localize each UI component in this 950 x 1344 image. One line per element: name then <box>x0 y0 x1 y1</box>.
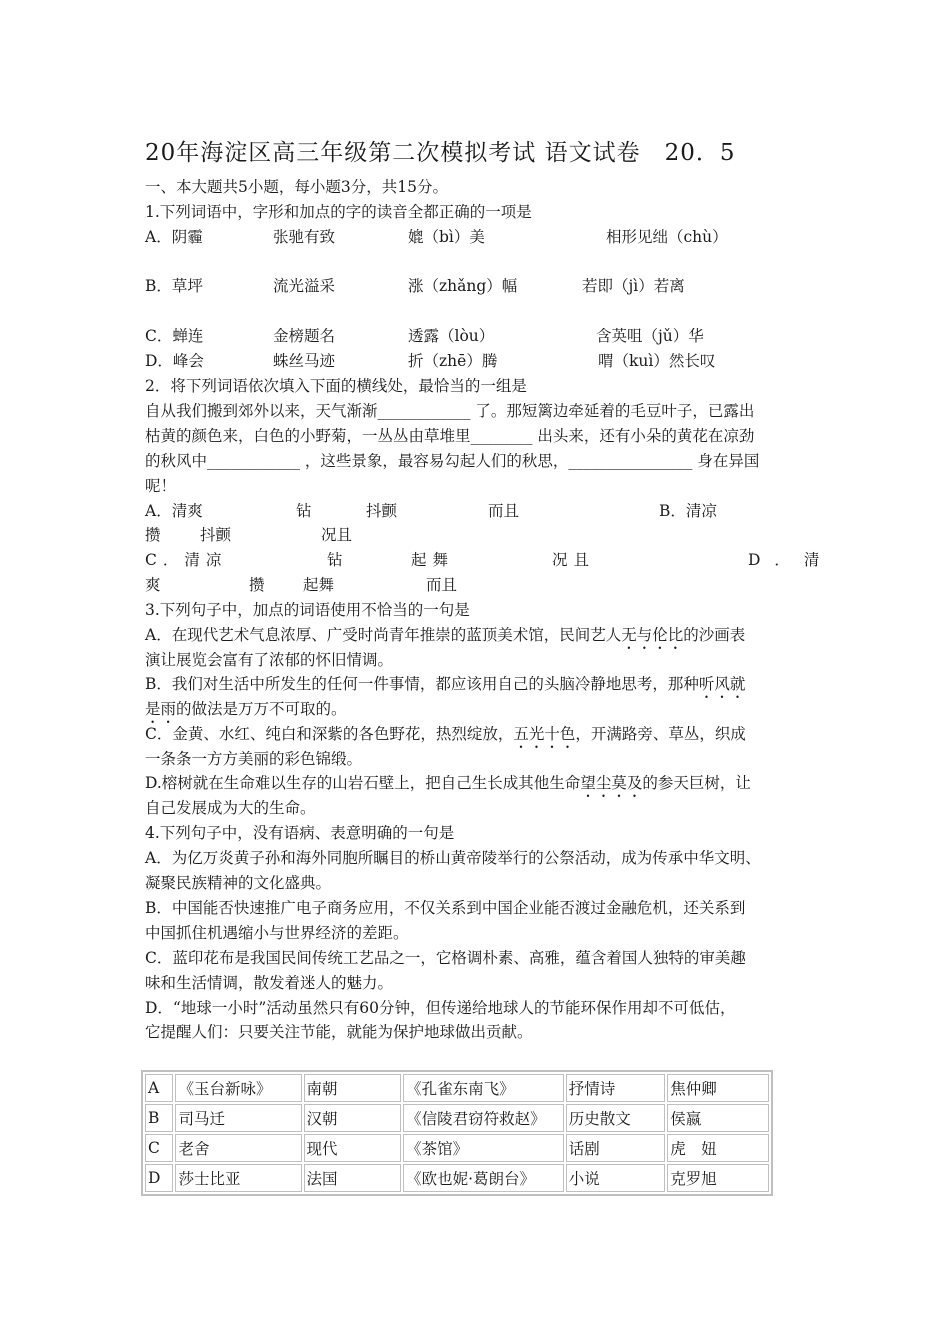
q2-option-d-2: 攒 <box>249 576 265 594</box>
q4-option-b-line: 中国抓住机遇缩小与世界经济的差距。 <box>145 924 409 942</box>
q2-option-d-label: D．清 <box>748 551 834 569</box>
q1-option-d-2: 蛛丝马迹 <box>273 352 336 370</box>
q2-stem: 2．将下列词语依次填入下面的横线处，最恰当的一组是 <box>145 377 527 395</box>
q4-stem: 4.下列句子中，没有语病、表意明确的一句是 <box>145 824 455 842</box>
q2-option-a-1: A．清爽 <box>145 502 203 520</box>
q4-option-a-line: 凝聚民族精神的文化盛典。 <box>145 874 332 892</box>
q3-option-a-line <box>145 625 745 653</box>
table-cell: B <box>145 1104 173 1132</box>
table-cell: 法国 <box>304 1164 402 1192</box>
q2-option-a-3: 抖颤 <box>366 502 398 520</box>
q2-option-d-3: 起舞 <box>303 576 335 594</box>
literature-table <box>141 1070 773 1196</box>
table-cell: 现代 <box>304 1134 402 1162</box>
q3-c-text: C．金黄、水红、纯白和深紫的各色野花，热烈绽放， <box>145 725 514 743</box>
q1-option-a-3: 媲（bì）美 <box>408 228 485 246</box>
q2-option-d-4: 而且 <box>426 576 458 594</box>
q2-option-c-1: C．清凉 <box>145 551 228 569</box>
q1-option-b-3: 涨（zhǎng）幅 <box>408 277 518 295</box>
table-row <box>145 1104 769 1132</box>
q1-option-a-1: A．阴霾 <box>145 228 203 246</box>
table-cell: 侯嬴 <box>667 1104 769 1132</box>
table-cell: 话剧 <box>566 1134 666 1162</box>
q3-option-c-line <box>145 724 746 752</box>
q3-option-c-line: 一条条一方方美丽的彩色锦缎。 <box>145 750 363 768</box>
q2-passage-line: 枯黄的颜色来，白色的小野菊，一丛丛由草堆里________ 出头来，还有小朵的黄花在凉劲 <box>145 427 755 445</box>
q1-option-c-1: C．蝉连 <box>145 327 204 345</box>
section-heading: 一、本大题共5小题，每小题3分，共15分。 <box>145 178 448 196</box>
q2-option-a-2: 钻 <box>296 502 312 520</box>
q3-d-dotted-word: 望尘莫及 <box>580 774 643 792</box>
q2-passage-line: 自从我们搬到郊外以来，天气渐渐____________ 了。那短篱边牵延着的毛豆叶子，已露出 <box>145 402 755 420</box>
q2-option-c-2: 钻 <box>327 551 343 569</box>
q1-option-d-4: 喟（kuì）然长叹 <box>598 352 716 370</box>
table-row <box>145 1134 769 1162</box>
table-cell: 老舍 <box>175 1134 301 1162</box>
q3-stem: 3.下列句子中，加点的词语使用不恰当的一句是 <box>145 601 470 619</box>
q3-option-a-line: 演让展览会富有了浓郁的怀旧情调。 <box>145 651 394 669</box>
q1-option-d-3: 折（zhē）腾 <box>408 352 498 370</box>
table-cell: 《欧也妮·葛朗台》 <box>403 1164 564 1192</box>
table-cell: 司马迁 <box>175 1104 301 1132</box>
q4-option-b-line: B．中国能否快速推广电子商务应用，不仅关系到中国企业能否渡过金融危机，还关系到 <box>145 899 746 917</box>
q4-option-a-line: A．为亿万炎黄子孙和海外同胞所瞩目的桥山黄帝陵举行的公祭活动，成为传承中华文明、 <box>145 849 761 867</box>
q3-d-text: 的参天巨树，让 <box>642 774 751 792</box>
q1-option-b-4: 若即（jì）若离 <box>582 277 685 295</box>
table-row <box>145 1074 769 1102</box>
table-cell: C <box>145 1134 173 1162</box>
q1-option-b-2: 流光溢采 <box>273 277 336 295</box>
q2-option-d-1: 爽 <box>145 576 161 594</box>
table-cell: 焦仲卿 <box>667 1074 769 1102</box>
q1-option-b-1: B．草坪 <box>145 277 203 295</box>
table-cell: 虎 妞 <box>667 1134 769 1162</box>
table-cell: 历史散文 <box>566 1104 666 1132</box>
q2-option-b-label: B．清凉 <box>659 502 717 520</box>
q4-option-d-line: D．“地球一小时”活动虽然只有60分钟，但传递给地球人的节能环保作用却不可低估， <box>145 999 736 1017</box>
q3-a-dotted-word: 无与伦比 <box>621 626 684 644</box>
table-cell: A <box>145 1074 173 1102</box>
q2-option-c-4: 况且 <box>552 551 596 569</box>
q1-option-c-4: 含英咀（jǔ）华 <box>596 327 704 345</box>
table-cell: 《茶馆》 <box>403 1134 564 1162</box>
table-cell: 小说 <box>566 1164 666 1192</box>
q2-option-b-2: 抖颤 <box>200 526 232 544</box>
q2-passage-line: 的秋风中____________ ，这些景象，最容易勾起人们的秋思，________________ 身在异国 <box>145 452 760 470</box>
q1-option-c-2: 金榜题名 <box>273 327 336 345</box>
table-cell: 南朝 <box>304 1074 402 1102</box>
q2-option-c-3: 起舞 <box>411 551 455 569</box>
q4-option-c-line: 味和生活情调，散发着迷人的魅力。 <box>145 974 394 992</box>
q1-option-d-1: D．峰会 <box>145 352 204 370</box>
q1-option-c-3: 透露（lòu） <box>408 327 495 345</box>
table-cell: 《信陵君窃符救赵》 <box>403 1104 564 1132</box>
q2-option-b-3: 况且 <box>321 526 353 544</box>
q4-option-d-line: 它提醒人们：只要关注节能，就能为保护地球做出贡献。 <box>145 1023 533 1041</box>
q3-c-text: ，开满路旁、草丛，织成 <box>575 725 746 743</box>
q3-c-dotted-word: 五光十色 <box>513 725 576 743</box>
table-cell: D <box>145 1164 173 1192</box>
q3-b-dotted-word: 听风就 <box>698 675 746 693</box>
q2-option-b-1: 攒 <box>145 526 161 544</box>
table-row <box>145 1164 769 1192</box>
q1-option-a-4: 相形见绌（chù） <box>606 228 728 246</box>
q1-option-a-2: 张驰有致 <box>273 228 336 246</box>
q3-option-d-line: 自己发展成为大的生命。 <box>145 799 316 817</box>
q3-a-text: A．在现代艺术气息浓厚、广受时尚青年推崇的蓝顶美术馆，民间艺人 <box>145 626 622 644</box>
table-cell: 抒情诗 <box>566 1074 666 1102</box>
q3-option-b-line <box>145 674 745 702</box>
page-title: 20年海淀区高三年级第二次模拟考试 语文试卷 20．5 <box>145 140 736 166</box>
q3-b-dotted-word: 是雨 <box>145 700 177 718</box>
table-cell: 克罗旭 <box>667 1164 769 1192</box>
q2-passage-line: 呢！ <box>145 477 177 495</box>
table-cell: 《孔雀东南飞》 <box>403 1074 564 1102</box>
table-cell: 《玉台新咏》 <box>175 1074 301 1102</box>
q2-option-a-4: 而且 <box>488 502 520 520</box>
q3-option-b-line <box>145 699 347 727</box>
q3-d-text: D.榕树就在生命难以生存的山岩石壁上，把自己生长成其他生命 <box>145 774 581 792</box>
q3-b-text: 的做法是万万不可取的。 <box>176 700 347 718</box>
q3-a-text: 的沙画表 <box>683 626 746 644</box>
table-cell: 莎士比亚 <box>175 1164 301 1192</box>
q3-b-text: B．我们对生活中所发生的任何一件事情，都应该用自己的头脑冷静地思考，那种 <box>145 675 699 693</box>
table-cell: 汉朝 <box>304 1104 402 1132</box>
q1-stem: 1.下列词语中，字形和加点的字的读音全都正确的一项是 <box>145 203 532 221</box>
q4-option-c-line: C．蓝印花布是我国民间传统工艺品之一，它格调朴素、高雅，蕴含着国人独特的审美趣 <box>145 949 746 967</box>
q3-option-d-line <box>145 773 751 801</box>
